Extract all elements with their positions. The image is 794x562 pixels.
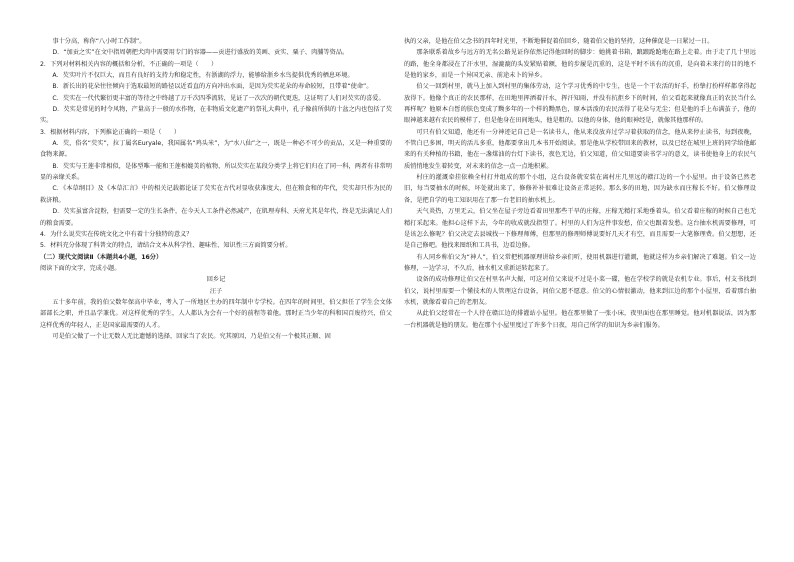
reading-instruction: 阅读下面的文字，完成小题。 [40,264,121,272]
question-2-option-a: A．芡实叶片不仅巨大，而且有良好的支持力和稳定性，有浙湖的浮力，能够给浙乡水鸟提供优秀的栖息环境。 [52,72,354,80]
right-paragraph-5: 村庄的灌溉牵挂依赖全村打井组成的那个小组，这台设备就安装在离村庄几里远的赣江边的一个小屋里。由于设备已然老旧，每当要抽水的时候，坏处就出来了，修修补补很难让设备正常运转。那么多的田地，因为缺水而庄稼长不好。伯父修理设备，是把自学的电工知识用在了那一台老旧的抽水机上。 [404,174,756,204]
right-paragraph-9: 从此伯父经常在一个人待在赣江边的排灌站小屋里。他在那里做了一张小床，夜里面也在那里睡觉。他对机器说话，因为那一台机器就是他的朋友。他在那个小屋里度过了许多个日夜，用自己所学的知识为乡亲们服务。 [404,310,756,329]
right-paragraph-7: 有人同乡称伯父为“神人”，伯父常把机器原理讲给乡亲们听，使用机器进行灌溉，他就这样为乡亲们解决了难题。伯父一边修理，一边学习，不久后，抽水机又重新运转起来了。 [404,253,756,272]
right-paragraph-2: 那条联系着故乡与远方的无名公路见证你依然记得他回时的脚步：她挑着书箱，踉踉跄跄地在路上走着。由于走了几十里远的路，他全身都浸在了汗水里，湿漉漉的头发紧贴着额，他的步履是沉重的，这是平时不该有的沉重，是向着未来行的目的地不是他的家乡，而是一个异国无亲、前途未卜的异乡。 [404,49,756,80]
question-3-option-b: B．芡实与王莲非常相似，是体型唯一能和王莲相媲美的植物，所以芡实在某段分类学上将它们归在了同一科，两者有非常明显的亲缘关系。 [40,162,392,182]
left-paragraph-2: D．“加贡之实”在文中指周朝把犬肉中需要用专门的容器——贡进行盛放的美画、贡实、粟子、肉脯等资品。 [52,49,349,57]
right-paragraph-1: 执的父亲，是他在伯父念书的四年时光里，不断地催促着伯回乡，随着伯父他的坚持，这种催促是一日紧过一日。 [404,38,714,45]
right-column [404,36,756,331]
section-heading: （二）现代文阅读Ⅱ（本题共4小题，16分） [40,253,163,261]
question-2-option-d: D．芡实是常见的时令风物，产量高于一般的水作物，在非物质文化遗产的祭礼大典中，孔子像前所供的十盆之内也包括了芡实。 [40,106,392,125]
left-column [40,36,392,342]
right-paragraph-8: 设备的成功修理让伯父在村里名声大振，可这对伯父来说不过是小菜一碟，他在学校学的就是农机专业。事后，村支书找到伯父，说村里需要一个懂技术的人管理这台设备，问伯父愿不愿意。伯父的心情很激动，他来到江边的那个小屋里，看着那台抽水机，就像看着自己的老朋友。 [404,276,756,306]
question-3-option-c: C．《本草纲目》及《本草汇言》中的相关记载都论证了芡实在古代对显收获准度大，但在粮食和的年代，芡实却只作为民的救济粮。 [40,185,392,204]
question-3-option-a: A．芡，俗名“芡实”，拉丁属名Euryale，我国属名“鸡头米”，为“水八仙”之一，既是一种必不可少的贡品，又是一种重要的食物来源。 [40,140,392,159]
right-paragraph-4: 可只有伯父知道，他还有一分神迹记自己是一名读书人，他从来没放弃过学习着获取的信念，他从来停止读书，每到夜晚，不管白已多困，明天的活儿多重，他都要拿出几本书开始阅读。那是他从学校带回来的教材，以及已经在城里上班的同学给他邮来的有关种植的书籍，他在一盏煤油的台灯下读书，夜色无边，伯父知道，伯父知道要读书学习的意义，读书使他身上的农民气质悄悄地发生着转变，对未来的信念一点一点地积累。 [404,128,756,170]
question-3-option-d: D．芡实虽富含淀粉，但需要一定的生长条件，在今天人工条件必然减产，在肌理寿科、天府尤其是年代，终是无法满足人们的粮食需要。 [40,208,392,227]
article-title: 回乡记 [206,276,226,284]
question-4: 4．为什么说芡实在传统文化之中有着十分独特的意义？ [40,230,193,238]
article-paragraph-2: 可是伯父做了一个让无数人无比遗憾的选择，回家当了农民。究其原因，乃是伯父有一个极其正顺、固 [52,332,331,340]
left-paragraph-1: 事十分高，称你“八小时工作制”。 [52,38,146,45]
question-5: 5．材料充分体现了科普文的特点，请结合文本从科学性、趣味性、知识性三方面简要分析。 [40,242,292,250]
right-paragraph-3: 伯父一回到村里，就马上加入到村里的集体劳动，这个学习优秀的中专生，也是一个干农活的好手，扮挚打扮样样都拿得起放得下。他像个真正的农民那样，在田地里挥洒着汗水，挥汗知雨，并没有抗拒乡下的时间，伯父看起来就像真正的农民当什么再样呢？他原本白皙的肤色变成了黝多年的一个样的黝黑色，原本活泼的农民活得了花朵与无尘；但是他的手上布满茧子，他的眼神越来越有农民的模样了，但是他身在田间地头，他是粗的。以他的身体，他的眼神经是，就像其他那样的。 [404,83,756,125]
article-paragraph-1: 五十多年前，我的伯父数年保高中毕业，考入了一所地区主办的四年制中专学校。在四年的时间里，伯父担任了学生会文体部部长之职，并且品学兼优。对这样优秀的学生，人人都认为会有一个好的前程等着他。那时正当少年的科和国百废待兴，伯父这样优秀的年轻人，正是国家最需要的人才。 [40,298,392,329]
article-author: 汪子 [209,287,223,295]
right-paragraph-6: 天气炎热，万里无云，伯父坐在屋子旁边看着田里那些干旱的庄稼，庄稼无精打采地垂着头，伯父看着庄稼的时候自己也无精打采起来。他担心这样下去，今年的收成就没指望了。村里的人们为这件事发愁，伯父也跟着发愁。这台抽水机需要修理，可是该怎么修呢？伯父决定去县城找一下修理师傅，但那里的修理师傅说要好几天才有空，而且需要一大笔修理费。伯父想想，还是自己修吧。他找来图纸和工具书，边看边修。 [404,208,756,250]
question-2-option-b: B．新长出的花朵往往倾向于选取最短的路径以近看直的方向冲出水面，是因为芡实花朵的寿命较短，且带着“使命”。 [52,83,373,91]
question-2-option-c: C．芡实在一代代繁衍更丰富的等待之中终越了万千次四季流转，见证了一次次的朝代更迭，这证明了人们对芡实的喜爱。 [52,94,385,102]
question-3: 3．根据材料内容，下列推论正确的一项是（ ） [40,128,181,136]
question-2: 2．下列对材料相关内容的概括和分析，不正确的一项是（ ） [40,60,218,68]
